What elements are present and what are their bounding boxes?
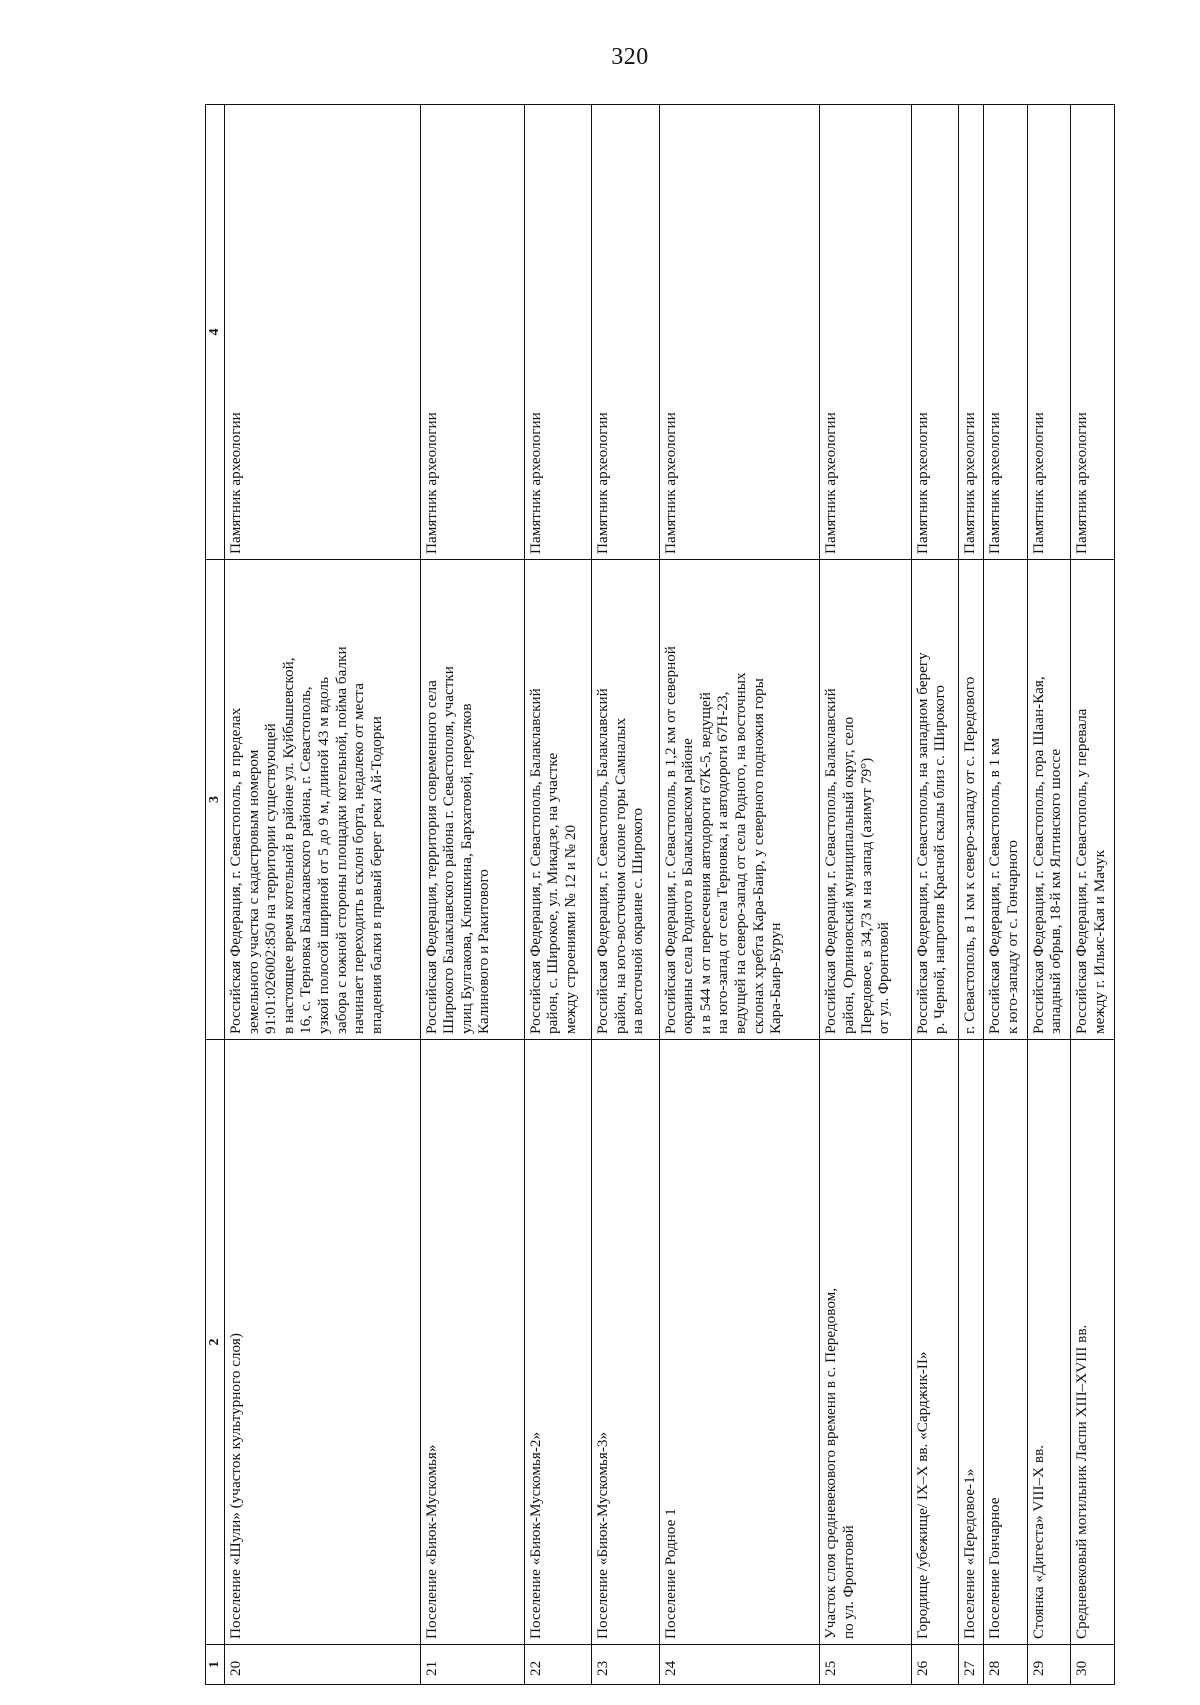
table-row bbox=[659, 105, 820, 1685]
monument-category: Памятник археологии bbox=[959, 105, 984, 560]
monument-category: Памятник археологии bbox=[524, 105, 591, 560]
monument-location: Российская Федерация, г. Севастополь, в 1 км к юго-западу от с. Гончарного bbox=[983, 560, 1027, 1040]
row-number: 28 bbox=[983, 1645, 1027, 1685]
monument-name: Поселение «Биюк-Мускомья» bbox=[420, 1040, 524, 1645]
monument-name: Поселение Родное 1 bbox=[659, 1040, 820, 1645]
monument-location: Российская Федерация, территория современного села Широкого Балаклавского района г. Севастополя, участки улиц Булгакова, Клюшкина, Бархатовой, переулков Калинового и Ракитового bbox=[420, 560, 524, 1040]
monument-category: Памятник археологии bbox=[659, 105, 820, 560]
monument-location: Российская Федерация, г. Севастополь, в 1,2 км от северной окраины села Родного в Балаклавском районе и в 544 м от пересечения автодороги 67К-5, ведущей на юго-запад от села Терновка, и автодороги 67Н-23, ведущей на северо-запад от села Родного, на восточных склонах хребта Кара-Баир, у северного подножия горы Кара-Баир-Бурун bbox=[659, 560, 820, 1040]
row-number: 20 bbox=[225, 1645, 421, 1685]
table-row bbox=[225, 105, 421, 1685]
rotated-table-container bbox=[205, 105, 1115, 1685]
monument-location: Российская Федерация, г. Севастополь, Балаклавский район, на юго-восточном склоне горы Самналых на восточной окраине с. Широкого bbox=[592, 560, 659, 1040]
row-number: 26 bbox=[911, 1645, 959, 1685]
column-header-2: 2 bbox=[206, 1040, 225, 1645]
column-header-3: 3 bbox=[206, 560, 225, 1040]
monument-name: Поселение «Шули» (участок культурного слоя) bbox=[225, 1040, 421, 1645]
monument-name: Поселение «Биюк-Мускомья-3» bbox=[592, 1040, 659, 1645]
monument-category: Памятник археологии bbox=[983, 105, 1027, 560]
monument-location: Российская Федерация, г. Севастополь, на западном берегу р. Черной, напротив Красной скалы близ с. Широкого bbox=[911, 560, 959, 1040]
row-number: 22 bbox=[524, 1645, 591, 1685]
table-row bbox=[911, 105, 959, 1685]
table-row bbox=[1071, 105, 1115, 1685]
row-number: 24 bbox=[659, 1645, 820, 1685]
row-number: 27 bbox=[959, 1645, 984, 1685]
table-row bbox=[524, 105, 591, 1685]
row-number: 23 bbox=[592, 1645, 659, 1685]
table-row bbox=[959, 105, 984, 1685]
table-row bbox=[1027, 105, 1071, 1685]
monument-category: Памятник археологии bbox=[820, 105, 911, 560]
monument-location: Российская Федерация, г. Севастополь, Балаклавский район, с. Широкое, ул. Микадзе, на участке между строениями № 12 и № 20 bbox=[524, 560, 591, 1040]
monument-name: Городище /убежище/ IX–X вв. «Сарджик-II» bbox=[911, 1040, 959, 1645]
monument-location: г. Севастополь, в 1 км к северо-западу от с. Передового bbox=[959, 560, 984, 1040]
table-row bbox=[983, 105, 1027, 1685]
monument-name: Участок слоя средневекового времени в с. Передовом, по ул. Фронтовой bbox=[820, 1040, 911, 1645]
monument-name: Поселение Гончарное bbox=[983, 1040, 1027, 1645]
table-row bbox=[592, 105, 659, 1685]
monument-name: Средневековый могильник Ласпи XIII–XVIII вв. bbox=[1071, 1040, 1115, 1645]
row-number: 21 bbox=[420, 1645, 524, 1685]
column-header-4: 4 bbox=[206, 105, 225, 560]
monument-category: Памятник археологии bbox=[1071, 105, 1115, 560]
column-header-1: 1 bbox=[206, 1645, 225, 1685]
monuments-table bbox=[205, 104, 1115, 1685]
monument-name: Стоянка «Дигеста» VIII–X вв. bbox=[1027, 1040, 1071, 1645]
monument-name: Поселение «Передовое-1» bbox=[959, 1040, 984, 1645]
monument-location: Российская Федерация, г. Севастополь, Балаклавский район, Орлиновский муниципальный округ, село Передовое, в 34,73 м на запад (азимут 79°) от ул. Фронтовой bbox=[820, 560, 911, 1040]
table-row bbox=[420, 105, 524, 1685]
monument-category: Памятник археологии bbox=[911, 105, 959, 560]
monument-category: Памятник археологии bbox=[420, 105, 524, 560]
table-row bbox=[820, 105, 911, 1685]
monument-location: Российская Федерация, г. Севастополь, у перевала между г. Ильяс-Кая и Мачук bbox=[1071, 560, 1115, 1040]
monument-location: Российская Федерация, г. Севастополь, гора Шаан-Кая, западный обрыв, 18-й км Ялтинского шоссе bbox=[1027, 560, 1071, 1040]
monument-location: Российская Федерация, г. Севастополь, в пределах земельного участка с кадастровым номером 91:01:026002:850 на территории существующей в настоящее время котельной в районе ул. Куйбышевской, 16, с. Терновка Балаклавского района, г. Севастополь, узкой полосой шириной от 5 до 9 м, длиной 43 м вдоль забора с южной стороны площадки котельной, пойма балки начинает переходить в склон борта, недалеко от места впадения балки в правый берег реки Ай-Тодорки bbox=[225, 560, 421, 1040]
header-row bbox=[206, 105, 225, 1685]
monument-name: Поселение «Биюк-Мускомья-2» bbox=[524, 1040, 591, 1645]
row-number: 29 bbox=[1027, 1645, 1071, 1685]
row-number: 30 bbox=[1071, 1645, 1115, 1685]
monument-category: Памятник археологии bbox=[1027, 105, 1071, 560]
page-number: 320 bbox=[611, 44, 649, 70]
monument-category: Памятник археологии bbox=[592, 105, 659, 560]
row-number: 25 bbox=[820, 1645, 911, 1685]
monument-category: Памятник археологии bbox=[225, 105, 421, 560]
